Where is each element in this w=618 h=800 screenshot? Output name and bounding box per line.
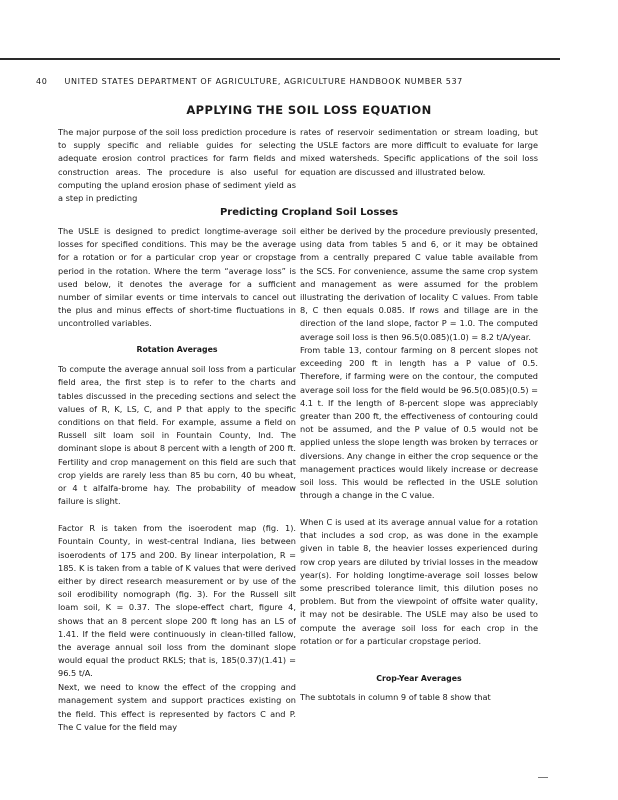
scan-mark <box>538 777 548 778</box>
top-rule <box>0 58 560 60</box>
intro-paragraph-right: rates of reservoir sedimentation or stream loading, but the USLE factors are more difficult to evaluate for large mixed watersheds. Specific applications of the soil loss equation are discussed and illustrated below. <box>300 127 538 177</box>
paragraph: From table 13, contour farming on 8 percent slopes not exceeding 200 ft in length has a P value of 0.5. Therefore, if farming were on the contour, the computed average soil loss for the field would be 96.5(0.085)(0.5) = 4.1 t. If the length of 8-percent slope was appreciably greater than 200 ft, the effectiveness of contouring could not be assumed, and the P value of 0.5 would not be applied unless the slope length was broken by terraces or diversions. Any change in either the crop sequence or the management practices would likely increase or decrease soil loss. This would be reflected in the USLE solution through a change in the C value. <box>300 345 538 501</box>
intro-paragraph-left: The major purpose of the soil loss prediction procedure is to supply specific and reliable guides for selecting adequate erosion control practices for farm fields and construction areas. The procedure is also useful for computing the upland erosion phase of sediment yield as a step in predicting <box>58 127 296 204</box>
paragraph: The USLE is designed to predict longtime-average soil losses for specified conditions. This may be the average for a rotation or for a particular crop year or cropstage period in the rotation. Where the term “average loss” is used below, it denotes the average for a sufficient number of similar events or time intervals to cancel out the plus and minus effects of short-time fluctuations in uncontrolled variables. <box>58 226 296 329</box>
paragraph: either be derived by the procedure previously presented, using data from tables 5 and 6, or it may be obtained from a centrally prepared C value table available from the SCS. For convenience, assume the same crop system and management as were assumed for the problem illustrating the derivation of locality C values. From table 8, C then equals 0.085. If rows and tillage are in the direction of the land slope, factor P = 1.0. The computed average soil loss is then 96.5(0.085)(1.0) = 8.2 t/A/year. <box>300 226 538 342</box>
running-header <box>36 77 556 91</box>
left-column <box>58 225 296 734</box>
paragraph: The subtotals in column 9 of table 8 show that <box>300 692 491 703</box>
subheading-crop-year-averages: Crop-Year Averages <box>376 674 462 683</box>
paragraph: Next, we need to know the effect of the cropping and management system and support practices existing on the field. This effect is represented by factors C and P. The C value for the field may <box>58 682 296 732</box>
section-heading: Predicting Cropland Soil Losses <box>219 207 399 218</box>
intro-right-column <box>300 126 538 192</box>
paragraph: To compute the average annual soil loss from a particular field area, the first step is to refer to the charts and tables discussed in the preceding sections and select the values of R, K, LS, C, and P that apply to the specific conditions on that field. For example, assume a field on Russell silt loam soil in Fountain County, Ind. The dominant slope is about 8 percent with a length of 200 ft. Fertility and crop management on this field are such that crop yields are rarely less than 85 bu corn, 40 bu wheat, or 4 t alfalfa-brome hay. The probability of meadow failure is slight. <box>58 364 296 507</box>
running-title: UNITED STATES DEPARTMENT OF AGRICULTURE, AGRICULTURE HANDBOOK NUMBER 537 <box>64 77 463 86</box>
subheading-rotation-averages: Rotation Averages <box>136 345 218 354</box>
page-number: 40 <box>36 77 48 86</box>
page-title: APPLYING THE SOIL LOSS EQUATION <box>186 103 432 117</box>
paragraph: When C is used at its average annual value for a rotation that includes a sod crop, as was done in the example given in table 8, the heavier losses experienced during row crop years are diluted by trivial losses in the meadow year(s). For holding longtime-average soil losses below some prescribed tolerance limit, this dilution poses no problem. But from the viewpoint of offsite water quality, it may not be desirable. The USLE may also be used to compute the average soil loss for each crop in the rotation or for a particular cropstage period. <box>300 517 538 646</box>
intro-left-column <box>58 126 296 205</box>
paragraph: Factor R is taken from the isoerodent map (fig. 1). Fountain County, in west-central Indiana, lies between isoerodents of 175 and 200. By linear interpolation, R = 185. K is taken from a table of K values that were derived either by direct research measurement or by use of the soil erodibility nomograph (fig. 3). For the Russell silt loam soil, K = 0.37. The slope-effect chart, figure 4, shows that an 8 percent slope 200 ft long has an LS of 1.41. If the field were continuously in clean-tilled fallow, the average annual soil loss from the dominant slope would equal the product RKLS; that is, 185(0.37)(1.41) = 96.5 t/A. <box>58 523 296 679</box>
right-column <box>300 225 538 705</box>
